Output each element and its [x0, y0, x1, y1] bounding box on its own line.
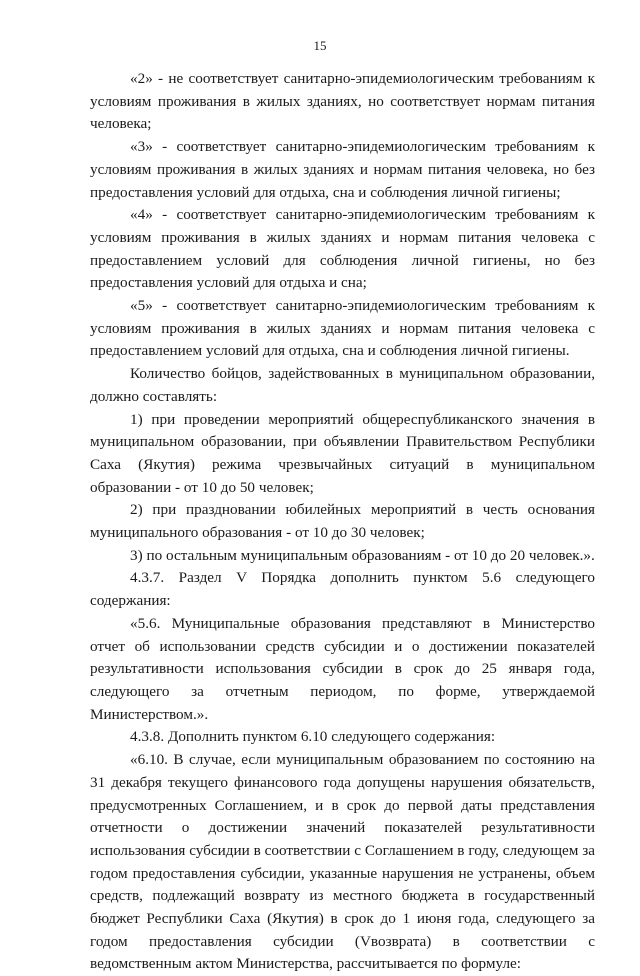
paragraph-rating-5: «5» - соответствует санитарно-эпидемиологическим требованиям к условиям проживания в жилых зданиях и нормам питания человека с предоставлением условий для отдыха, сна и соблюдения личной гигиены. [90, 297, 595, 360]
paragraph-4-3-8: 4.3.8. Дополнить пунктом 6.10 следующего содержания: [130, 728, 496, 746]
document-body [90, 68, 595, 976]
paragraph-5-6: «5.6. Муниципальные образования представляют в Министерство отчет об использовании средств субсидии и о достижении показателей результативности использования субсидии в срок до 25 января года, следующего за отчетным периодом, по форме, утверждаемой Министерством.». [90, 614, 595, 723]
paragraph-rating-2: «2» - не соответствует санитарно-эпидемиологическим требованиям к условиям проживания в жилых зданиях, но соответствует нормам питания человека; [90, 70, 595, 133]
paragraph-6-10: «6.10. В случае, если муниципальным образованием по состоянию на 31 декабря текущего финансового года допущены нарушения обязательств, предусмотренных Соглашением, и в срок до первой даты представления отчетности о достижении значений показателей результативности использования субсидии в соответствии с Соглашением в году, следующем за годом предоставления субсидии, указанные нарушения не устранены, объем средств, подлежащий возврату из местного бюджета в государственный бюджет Республики Саха (Якутия) в срок до 1 июня года, следующего за годом предоставления субсидии (Vвозврата) в соответствии с ведомственным актом Министерства, рассчитывается по формуле: [90, 751, 595, 973]
paragraph-item-2: 2) при праздновании юбилейных мероприятий в честь основания муниципального образования - от 10 до 30 человек; [90, 501, 595, 542]
page-number: 15 [313, 38, 327, 53]
paragraph-item-3: 3) по остальным муниципальным образованиям - от 10 до 20 человек.». [130, 546, 595, 564]
paragraph-item-1: 1) при проведении мероприятий общереспубликанского значения в муниципальном образовании, при объявлении Правительством Республики Саха (Якутия) режима чрезвычайных ситуаций в муниципальном образовании - от 10 до 50 человек; [90, 410, 595, 496]
paragraph-4-3-7: 4.3.7. Раздел V Порядка дополнить пунктом 5.6 следующего содержания: [90, 569, 595, 610]
paragraph-rating-3: «3» - соответствует санитарно-эпидемиологическим требованиям к условиям проживания в жилых зданиях и нормам питания человека, но без предоставления условий для отдыха, сна и соблюдения личной гигиены; [90, 138, 595, 201]
paragraph-rating-4: «4» - соответствует санитарно-эпидемиологическим требованиям к условиям проживания в жилых зданиях и нормам питания человека с предоставлением условий для соблюдения личной гигиены, но без предоставления условий для отдыха и сна; [90, 206, 595, 292]
paragraph-fighters-count: Количество бойцов, задействованных в муниципальном образовании, должно составлять: [90, 365, 595, 405]
